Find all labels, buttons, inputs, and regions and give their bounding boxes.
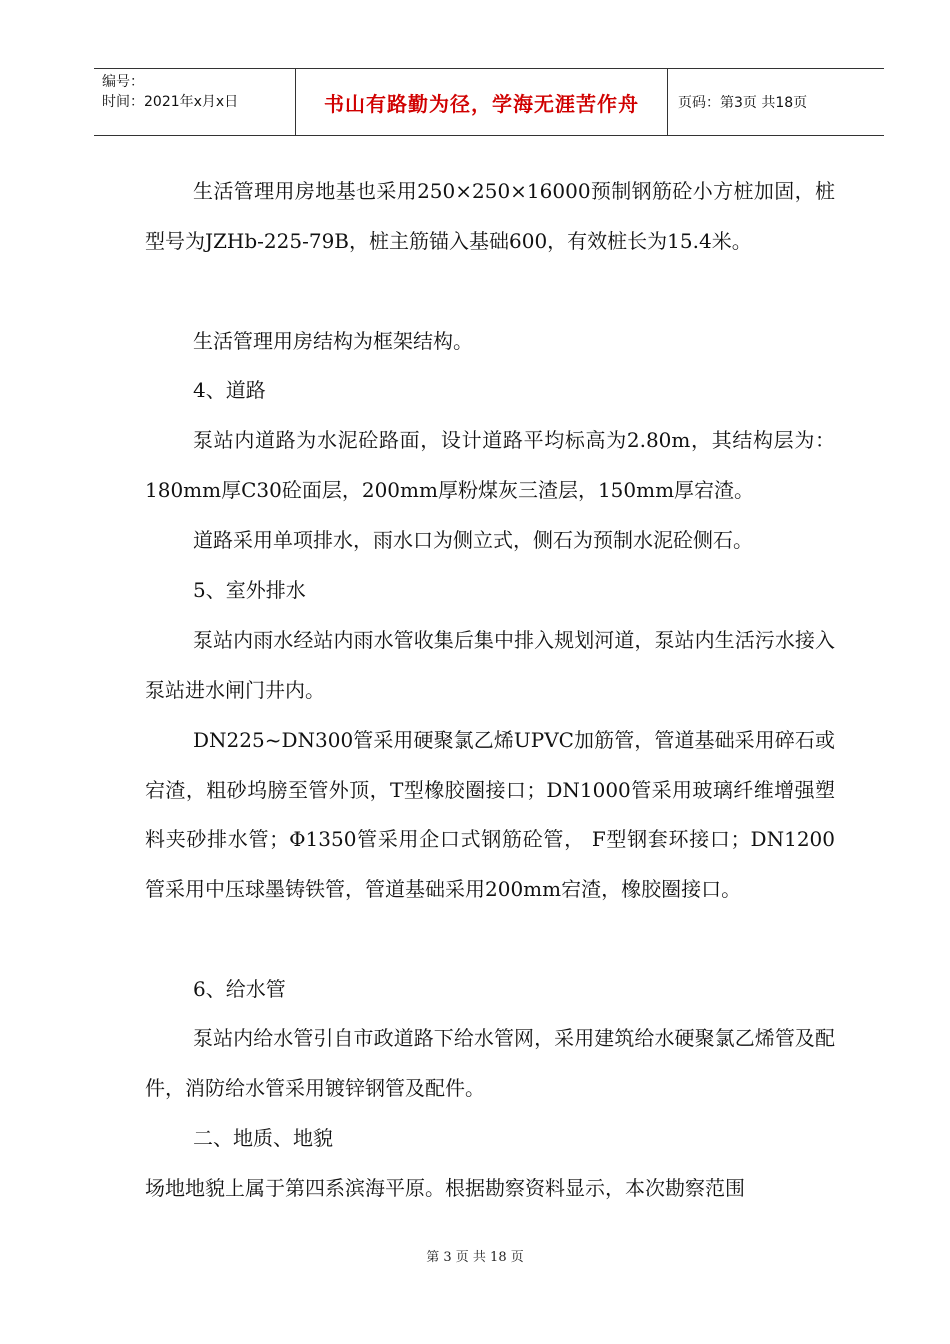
section-heading: 5、室外排水 — [193, 578, 306, 602]
paragraph: 道路采用单项排水，雨水口为侧立式，侧石为预制水泥砼侧石。 — [193, 528, 753, 552]
header-motto: 书山有路勤为径，学海无涯苦作舟 — [324, 91, 639, 116]
paragraph: 生活管理用房结构为框架结构。 — [193, 329, 473, 353]
header-page-info: 页码：第3页 共18页 — [678, 95, 808, 111]
paragraph: DN225~DN300管采用硬聚氯乙烯UPVC加筋管，管道基础采用碎石或宕渣，粗砂坞膀至管外顶，T型橡胶圈接口；DN1000管采用玻璃纤维增强塑料夹砂排水管；Φ1350管采用企口式钢筋砼管， F型钢套环接口；DN1200管采用中压球墨铸铁管，管道基础采用200mm宕渣，橡胶圈接口。 — [145, 728, 835, 901]
paragraph: 泵站内道路为水泥砼路面，设计道路平均标高为2.80m，其结构层为：180mm厚C30砼面层，200mm厚粉煤灰三渣层，150mm厚宕渣。 — [145, 428, 835, 502]
page-footer: 第 3 页 共 18 页 — [426, 1250, 524, 1265]
section-heading: 6、给水管 — [193, 977, 286, 1001]
paragraph: 泵站内雨水经站内雨水管收集后集中排入规划河道，泵站内生活污水接入泵站进水闸门井内。 — [145, 628, 835, 702]
paragraph: 生活管理用房地基也采用250×250×16000预制钢筋砼小方桩加固，桩型号为JZHb-225-79B，桩主筋锚入基础600，有效桩长为15.4米。 — [145, 179, 835, 253]
section-heading: 二、地质、地貌 — [193, 1126, 333, 1150]
section-heading: 4、道路 — [193, 378, 266, 402]
document-time-label: 时间：2021年x月x日 — [102, 94, 239, 110]
document-number-label: 编号： — [102, 74, 144, 90]
page-header — [94, 68, 884, 136]
header-motto-cell — [296, 69, 668, 135]
paragraph: 场地地貌上属于第四系滨海平原。根据勘察资料显示，本次勘察范围 — [145, 1176, 745, 1200]
header-page-cell — [668, 69, 884, 135]
paragraph: 泵站内给水管引自市政道路下给水管网，采用建筑给水硬聚氯乙烯管及配件，消防给水管采用镀锌钢管及配件。 — [145, 1026, 835, 1100]
header-meta-cell — [94, 69, 296, 135]
